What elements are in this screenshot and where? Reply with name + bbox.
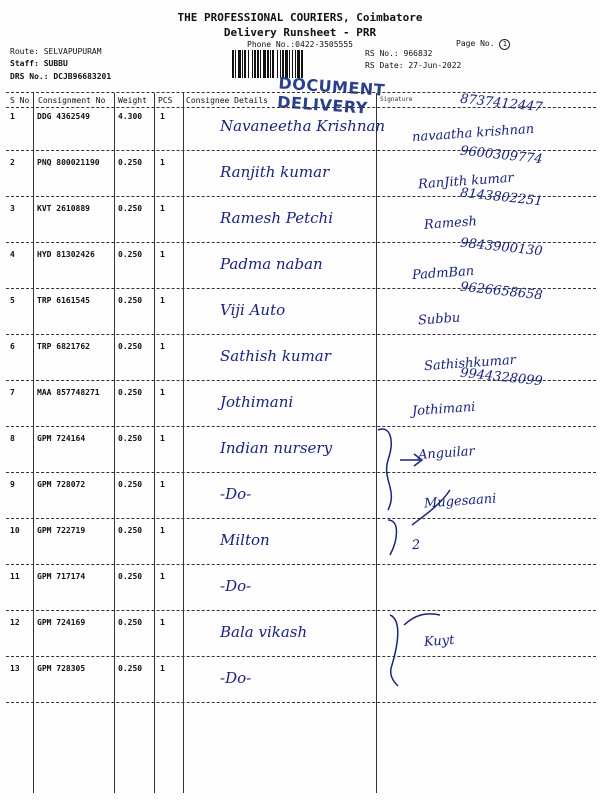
row-consignment-no: MAA 857748271	[37, 388, 100, 397]
row-weight: 0.250	[118, 342, 143, 351]
row-weight: 0.250	[118, 526, 143, 535]
row-weight: 0.250	[118, 434, 143, 443]
row-pcs: 1	[160, 112, 165, 121]
page-number-value: 1	[499, 39, 510, 50]
row-sno: 10	[10, 526, 20, 535]
row-consignee-name: Viji Auto	[220, 301, 286, 319]
rs-date-line	[365, 61, 461, 70]
row-consignee-name: Bala vikash	[220, 623, 308, 641]
row-consignee-name: Jothimani	[220, 393, 294, 411]
row-weight: 0.250	[118, 296, 143, 305]
row-consignment-no: GPM 728305	[37, 664, 86, 673]
row-consignee-name: Ramesh Petchi	[220, 209, 333, 227]
row-weight: 0.250	[118, 250, 143, 259]
row-consignment-no: DDG 4362549	[37, 112, 90, 121]
rs-date-value: 27-Jun-2022	[408, 61, 462, 70]
row-consignment-no: KVT 2610889	[37, 204, 90, 213]
row-sno: 3	[10, 204, 15, 213]
col-consignee: Consignee Details	[186, 96, 268, 105]
row-consignee-name: Indian nursery	[220, 439, 333, 457]
row-signature: PadmBan	[411, 263, 475, 284]
row-weight: 0.250	[118, 204, 143, 213]
drs-label: DRS No.:	[10, 72, 49, 81]
bracket-annotations	[370, 420, 530, 690]
row-consignment-no: HYD 81302426	[37, 250, 95, 259]
row-pcs: 1	[160, 434, 165, 443]
rs-date-label: RS Date:	[365, 61, 404, 70]
staff-line	[10, 59, 68, 68]
row-phone-handwritten: 9626658658	[459, 279, 544, 304]
col-consignment: Consignment No	[38, 96, 106, 105]
drs-value: DCJB96683201	[53, 72, 112, 81]
row-signature: Anguilar	[417, 444, 476, 463]
drs-line	[10, 72, 111, 81]
row-signature: Sathishkumar	[423, 352, 517, 375]
rs-no-line	[365, 49, 432, 58]
document-delivery-stamp: DOCUMENT DELIVERY	[276, 73, 386, 118]
row-separator	[6, 702, 596, 703]
row-phone-handwritten: 8737412447	[459, 91, 544, 116]
route-value: SELVAPUPURAM	[43, 47, 102, 56]
row-weight: 0.250	[118, 158, 143, 167]
row-signature: Kuyt	[423, 632, 455, 651]
row-sno: 8	[10, 434, 15, 443]
phone-number: Phone No.:0422-3505555	[247, 40, 353, 49]
row-signature: navaatha krishnan	[411, 121, 535, 146]
row-pcs: 1	[160, 158, 165, 167]
row-sno: 9	[10, 480, 15, 489]
row-pcs: 1	[160, 664, 165, 673]
row-pcs: 1	[160, 204, 165, 213]
col-signature: Signature	[380, 96, 413, 103]
row-pcs: 1	[160, 618, 165, 627]
row-signature: Ramesh	[423, 214, 478, 233]
col-divider	[154, 93, 155, 793]
row-signature: 2	[411, 537, 421, 554]
row-signature: Mugesaani	[423, 491, 497, 512]
row-signature: RanJith kumar	[417, 170, 515, 193]
row-sno: 7	[10, 388, 15, 397]
row-consignee-name: Milton	[220, 531, 270, 549]
row-consignee-name: Sathish kumar	[220, 347, 331, 365]
row-consignee-name: -Do-	[220, 669, 252, 687]
row-sno: 2	[10, 158, 15, 167]
col-pcs: PCS	[158, 96, 173, 105]
row-consignment-no: GPM 724164	[37, 434, 86, 443]
row-phone-handwritten: 8143802251	[459, 185, 544, 210]
staff-value: SUBBU	[43, 59, 68, 68]
row-sno: 4	[10, 250, 15, 259]
row-phone-handwritten: 9944328099	[459, 365, 544, 390]
row-consignment-no: GPM 728072	[37, 480, 86, 489]
row-consignment-no: PNQ 800021190	[37, 158, 100, 167]
row-consignee-name: Ranjith kumar	[220, 163, 330, 181]
row-consignee-name: Navaneetha Krishnan	[220, 117, 386, 135]
col-divider	[33, 93, 34, 793]
row-sno: 11	[10, 572, 20, 581]
row-pcs: 1	[160, 526, 165, 535]
row-sno: 13	[10, 664, 20, 673]
row-sno: 5	[10, 296, 15, 305]
row-pcs: 1	[160, 250, 165, 259]
col-sno: S No	[10, 96, 30, 105]
company-name: THE PROFESSIONAL COURIERS, Coimbatore	[177, 11, 423, 24]
row-weight: 4.300	[118, 112, 143, 121]
row-phone-handwritten: 9843900130	[459, 235, 544, 260]
row-pcs: 1	[160, 296, 165, 305]
row-pcs: 1	[160, 342, 165, 351]
rs-no-label: RS No.:	[365, 49, 399, 58]
row-sno: 6	[10, 342, 15, 351]
table-top-rule	[6, 92, 596, 93]
row-weight: 0.250	[118, 388, 143, 397]
row-consignment-no: GPM 722719	[37, 526, 86, 535]
row-weight: 0.250	[118, 664, 143, 673]
row-pcs: 1	[160, 480, 165, 489]
col-divider	[183, 93, 184, 793]
row-consignment-no: GPM 717174	[37, 572, 86, 581]
row-consignee-name: -Do-	[220, 485, 252, 503]
row-phone-handwritten: 9600309774	[459, 143, 544, 168]
page-number	[456, 39, 510, 50]
row-consignee-name: Padma naban	[220, 255, 323, 273]
row-signature: Jothimani	[411, 399, 476, 420]
route-line	[10, 47, 102, 56]
page-label: Page No.	[456, 39, 495, 48]
row-pcs: 1	[160, 572, 165, 581]
row-separator	[6, 334, 596, 335]
row-sno: 12	[10, 618, 20, 627]
staff-label: Staff:	[10, 59, 39, 68]
row-consignment-no: GPM 724169	[37, 618, 86, 627]
row-sno: 1	[10, 112, 15, 121]
row-weight: 0.250	[118, 480, 143, 489]
row-weight: 0.250	[118, 618, 143, 627]
row-consignee-name: -Do-	[220, 577, 252, 595]
row-consignment-no: TRP 6821762	[37, 342, 90, 351]
row-signature: Subbu	[417, 310, 461, 329]
row-consignment-no: TRP 6161545	[37, 296, 90, 305]
col-weight: Weight	[118, 96, 147, 105]
col-divider	[114, 93, 115, 793]
route-label: Route:	[10, 47, 39, 56]
sheet-title: Delivery Runsheet - PRR	[223, 26, 377, 39]
row-pcs: 1	[160, 388, 165, 397]
rs-no-value: 966832	[403, 49, 433, 58]
row-weight: 0.250	[118, 572, 143, 581]
